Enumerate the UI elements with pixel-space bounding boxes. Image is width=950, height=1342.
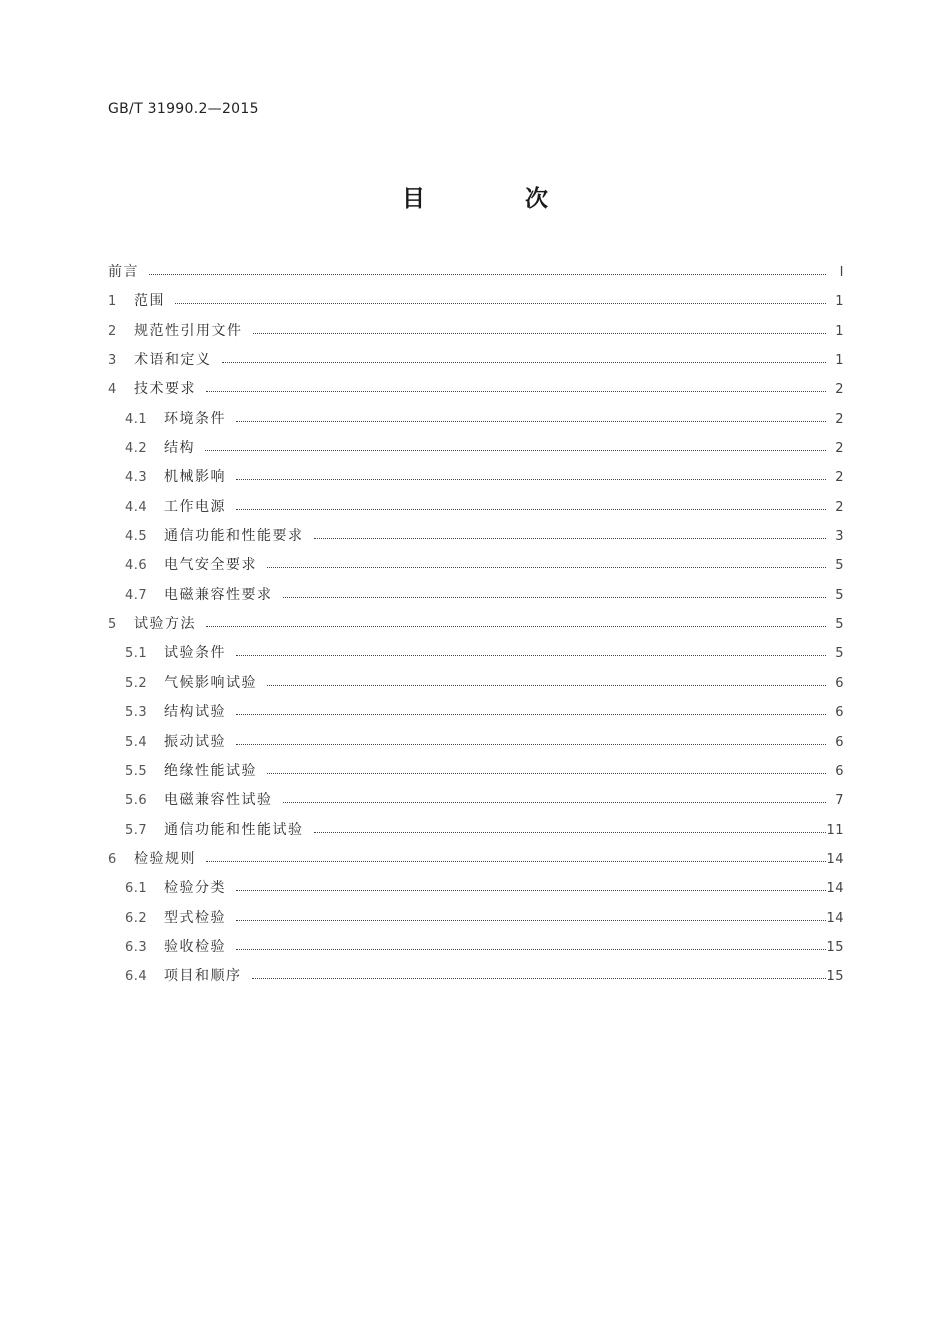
toc-entry-page: 2 xyxy=(835,441,844,457)
toc-entry-number: 4.6 xyxy=(125,558,148,574)
toc-entry-number: 4 xyxy=(108,382,117,398)
toc-entry-number: 6 xyxy=(108,851,117,867)
toc-entry-page: 5 xyxy=(835,558,844,574)
toc-entry[interactable] xyxy=(108,816,844,845)
toc-entry-page: 3 xyxy=(835,529,844,545)
toc-entry-label: 前言 xyxy=(108,264,139,280)
toc-entry[interactable] xyxy=(108,405,844,434)
toc-entry-page: 14 xyxy=(826,881,844,897)
toc-entry-number: 5.4 xyxy=(125,734,148,750)
toc-leader-dots xyxy=(314,538,827,539)
toc-entry[interactable] xyxy=(108,287,844,316)
standard-number: GB/T 31990.2—2015 xyxy=(108,101,259,117)
toc-leader-dots xyxy=(222,362,827,363)
toc-entry-label: 结构 xyxy=(164,440,195,457)
toc-entry-page: 11 xyxy=(826,822,844,838)
toc-entry-page: 7 xyxy=(835,793,844,809)
toc-entry-label: 检验分类 xyxy=(164,880,226,897)
toc-entry[interactable] xyxy=(108,698,844,727)
toc-leader-dots xyxy=(314,832,827,833)
toc-entry[interactable] xyxy=(108,757,844,786)
toc-leader-dots xyxy=(236,479,826,480)
toc-leader-dots xyxy=(236,744,826,745)
toc-leader-dots xyxy=(236,949,826,950)
toc-entry[interactable] xyxy=(108,551,844,580)
toc-leader-dots xyxy=(267,685,826,686)
toc-entry-label: 电磁兼容性试验 xyxy=(164,792,273,809)
toc-entry-number: 5.7 xyxy=(125,822,148,838)
toc-entry-label: 验收检验 xyxy=(164,938,226,955)
toc-entry-number: 2 xyxy=(108,323,117,339)
toc-entry[interactable] xyxy=(108,581,844,610)
toc-entry[interactable] xyxy=(108,610,844,639)
toc-entry[interactable] xyxy=(108,962,844,991)
toc-entry-label: 试验条件 xyxy=(164,645,226,662)
toc-entry-number: 6.4 xyxy=(125,969,148,985)
toc-entry-number: 5 xyxy=(108,617,117,633)
toc-entry[interactable] xyxy=(108,375,844,404)
toc-entry-number: 5.2 xyxy=(125,675,148,691)
toc-entry-label: 结构试验 xyxy=(164,704,226,721)
toc-entry-page: 6 xyxy=(835,675,844,691)
toc-entry-number: 6.2 xyxy=(125,910,148,926)
toc-leader-dots xyxy=(267,773,826,774)
toc-leader-dots xyxy=(267,567,826,568)
toc-entry-number: 4.1 xyxy=(125,411,148,427)
toc-leader-dots xyxy=(236,920,826,921)
toc-entry-number: 5.6 xyxy=(125,793,148,809)
toc-entry[interactable] xyxy=(108,346,844,375)
toc-entry-number: 4.2 xyxy=(125,441,148,457)
toc-entry-label: 项目和顺序 xyxy=(164,968,242,985)
toc-entry-page: 15 xyxy=(826,969,844,985)
toc-leader-dots xyxy=(236,714,826,715)
toc-leader-dots xyxy=(206,391,826,392)
toc-leader-dots xyxy=(149,274,826,275)
toc-leader-dots xyxy=(205,450,826,451)
toc-entry-page: 1 xyxy=(835,353,844,369)
toc-entry-label: 电磁兼容性要求 xyxy=(164,586,273,603)
toc-leader-dots xyxy=(175,303,826,304)
toc-entry[interactable] xyxy=(108,933,844,962)
toc-leader-dots xyxy=(236,655,826,656)
toc-entry-number: 1 xyxy=(108,294,117,310)
toc-entry-page: 14 xyxy=(826,910,844,926)
toc-entry-number: 4.3 xyxy=(125,470,148,486)
toc-leader-dots xyxy=(236,421,826,422)
toc-entry-page: 2 xyxy=(835,411,844,427)
page-title: 目 次 xyxy=(401,186,594,212)
toc-entry-page: 15 xyxy=(826,939,844,955)
toc-entry-page: 14 xyxy=(826,851,844,867)
toc-entry-label: 试验方法 xyxy=(134,616,196,633)
toc-entry[interactable] xyxy=(108,493,844,522)
toc-entry-page: 6 xyxy=(835,763,844,779)
toc-entry[interactable] xyxy=(108,639,844,668)
toc-entry-label: 技术要求 xyxy=(134,381,196,398)
toc-entry-label: 气候影响试验 xyxy=(164,674,257,691)
toc-entry-number: 6.1 xyxy=(125,881,148,897)
toc-entry-label: 环境条件 xyxy=(164,410,226,427)
toc-entry-label: 术语和定义 xyxy=(134,352,212,369)
toc-entry[interactable] xyxy=(108,786,844,815)
toc-entry-page: 6 xyxy=(835,734,844,750)
toc-entry[interactable] xyxy=(108,522,844,551)
toc-leader-dots xyxy=(252,978,827,979)
toc-entry-label: 通信功能和性能试验 xyxy=(164,821,304,838)
toc-leader-dots xyxy=(236,509,826,510)
toc-entry-page: 1 xyxy=(835,294,844,310)
toc-entry-page: 2 xyxy=(835,470,844,486)
toc-entry[interactable] xyxy=(108,463,844,492)
toc-entry-number: 4.7 xyxy=(125,587,148,603)
toc-entry-label: 振动试验 xyxy=(164,733,226,750)
toc-leader-dots xyxy=(253,333,827,334)
table-of-contents xyxy=(108,258,844,992)
toc-entry-page: 2 xyxy=(835,382,844,398)
toc-entry-label: 通信功能和性能要求 xyxy=(164,528,304,545)
toc-entry[interactable] xyxy=(108,728,844,757)
toc-entry-label: 绝缘性能试验 xyxy=(164,762,257,779)
toc-entry[interactable] xyxy=(108,669,844,698)
toc-entry-page: Ⅰ xyxy=(839,265,844,280)
toc-entry-number: 5.1 xyxy=(125,646,148,662)
toc-entry-label: 型式检验 xyxy=(164,909,226,926)
toc-entry[interactable] xyxy=(108,434,844,463)
toc-entry-page: 6 xyxy=(835,705,844,721)
toc-entry-label: 范围 xyxy=(134,293,165,310)
toc-leader-dots xyxy=(283,597,827,598)
toc-leader-dots xyxy=(206,861,826,862)
toc-entry-label: 机械影响 xyxy=(164,469,226,486)
toc-entry-label: 工作电源 xyxy=(164,498,226,515)
toc-leader-dots xyxy=(206,626,826,627)
toc-entry-number: 4.4 xyxy=(125,499,148,515)
toc-entry-number: 6.3 xyxy=(125,939,148,955)
toc-entry[interactable] xyxy=(108,258,844,287)
toc-entry-number: 5.3 xyxy=(125,705,148,721)
toc-entry[interactable] xyxy=(108,874,844,903)
toc-entry-number: 5.5 xyxy=(125,763,148,779)
toc-entry-number: 4.5 xyxy=(125,529,148,545)
toc-entry-label: 电气安全要求 xyxy=(164,557,257,574)
toc-entry-page: 5 xyxy=(835,646,844,662)
toc-leader-dots xyxy=(283,802,827,803)
toc-entry-label: 检验规则 xyxy=(134,850,196,867)
toc-leader-dots xyxy=(236,890,826,891)
toc-entry[interactable] xyxy=(108,317,844,346)
toc-entry-page: 5 xyxy=(835,587,844,603)
toc-entry[interactable] xyxy=(108,845,844,874)
toc-entry-label: 规范性引用文件 xyxy=(134,322,243,339)
toc-entry-page: 5 xyxy=(835,617,844,633)
toc-entry-page: 1 xyxy=(835,323,844,339)
toc-entry-page: 2 xyxy=(835,499,844,515)
toc-entry-number: 3 xyxy=(108,353,117,369)
toc-entry[interactable] xyxy=(108,904,844,933)
